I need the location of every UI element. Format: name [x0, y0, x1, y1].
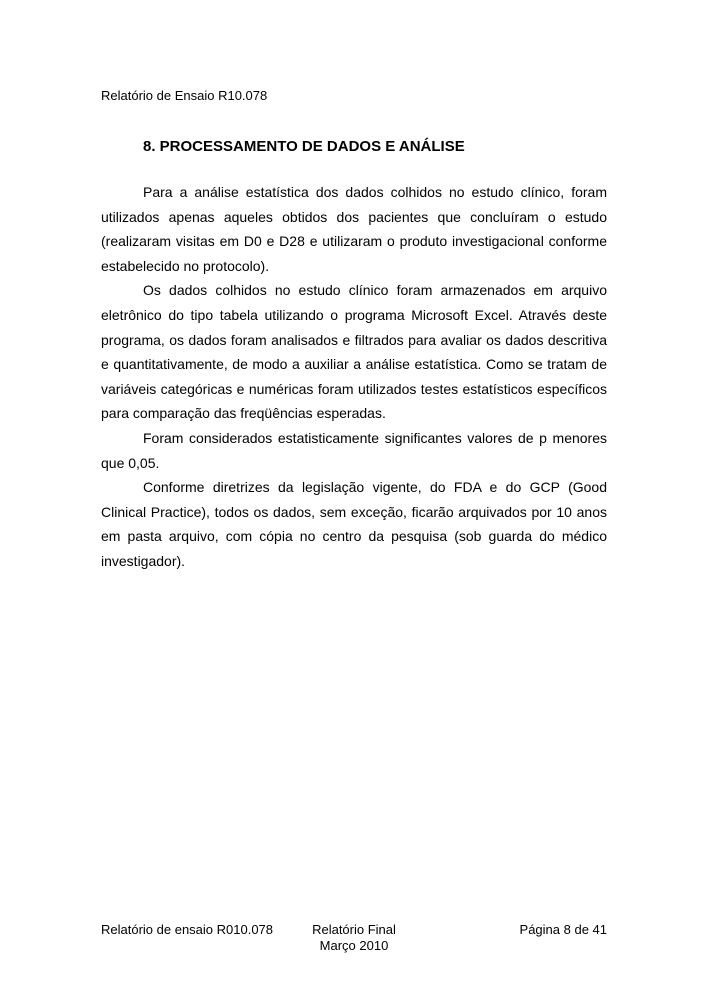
page-header-text: Relatório de Ensaio R10.078	[101, 88, 268, 103]
paragraph-2: Os dados colhidos no estudo clínico foram armazenados em arquivo eletrônico do tipo tabela utilizando o programa Microsoft Excel. Através deste programa, os dados foram analisados e filtrados para avaliar os dados descritiva e quantitativamente, de modo a auxiliar a análise estatística. Como se tratam de variáveis categóricas e numéricas foram utilizados testes estatísticos específicos para comparação das freqüências esperadas.	[101, 282, 607, 422]
section-title: 8. PROCESSAMENTO DE DADOS E ANÁLISE	[143, 138, 465, 155]
document-body	[101, 180, 607, 574]
footer-page-number: Página 8 de 41	[519, 922, 607, 937]
paragraph-4: Conforme diretrizes da legislação vigente, do FDA e do GCP (Good Clinical Practice), todos os dados, sem exceção, ficarão arquivados por 10 anos em pasta arquivo, com cópia no centro da pesquisa (sob guarda do médico investigador).	[101, 479, 607, 569]
paragraph-3: Foram considerados estatisticamente significantes valores de p menores que 0,05.	[101, 429, 607, 471]
footer-report-id: Relatório de ensaio R010.078	[101, 922, 274, 937]
paragraph-1: Para a análise estatística dos dados colhidos no estudo clínico, foram utilizados apenas aqueles obtidos dos pacientes que concluíram o estudo (realizaram visitas em D0 e D28 e utilizaram o produto investigacional conforme estabelecido no protocolo).	[101, 184, 607, 274]
footer-report-date: Março 2010	[319, 938, 389, 953]
footer-report-type: Relatório Final	[312, 922, 396, 937]
